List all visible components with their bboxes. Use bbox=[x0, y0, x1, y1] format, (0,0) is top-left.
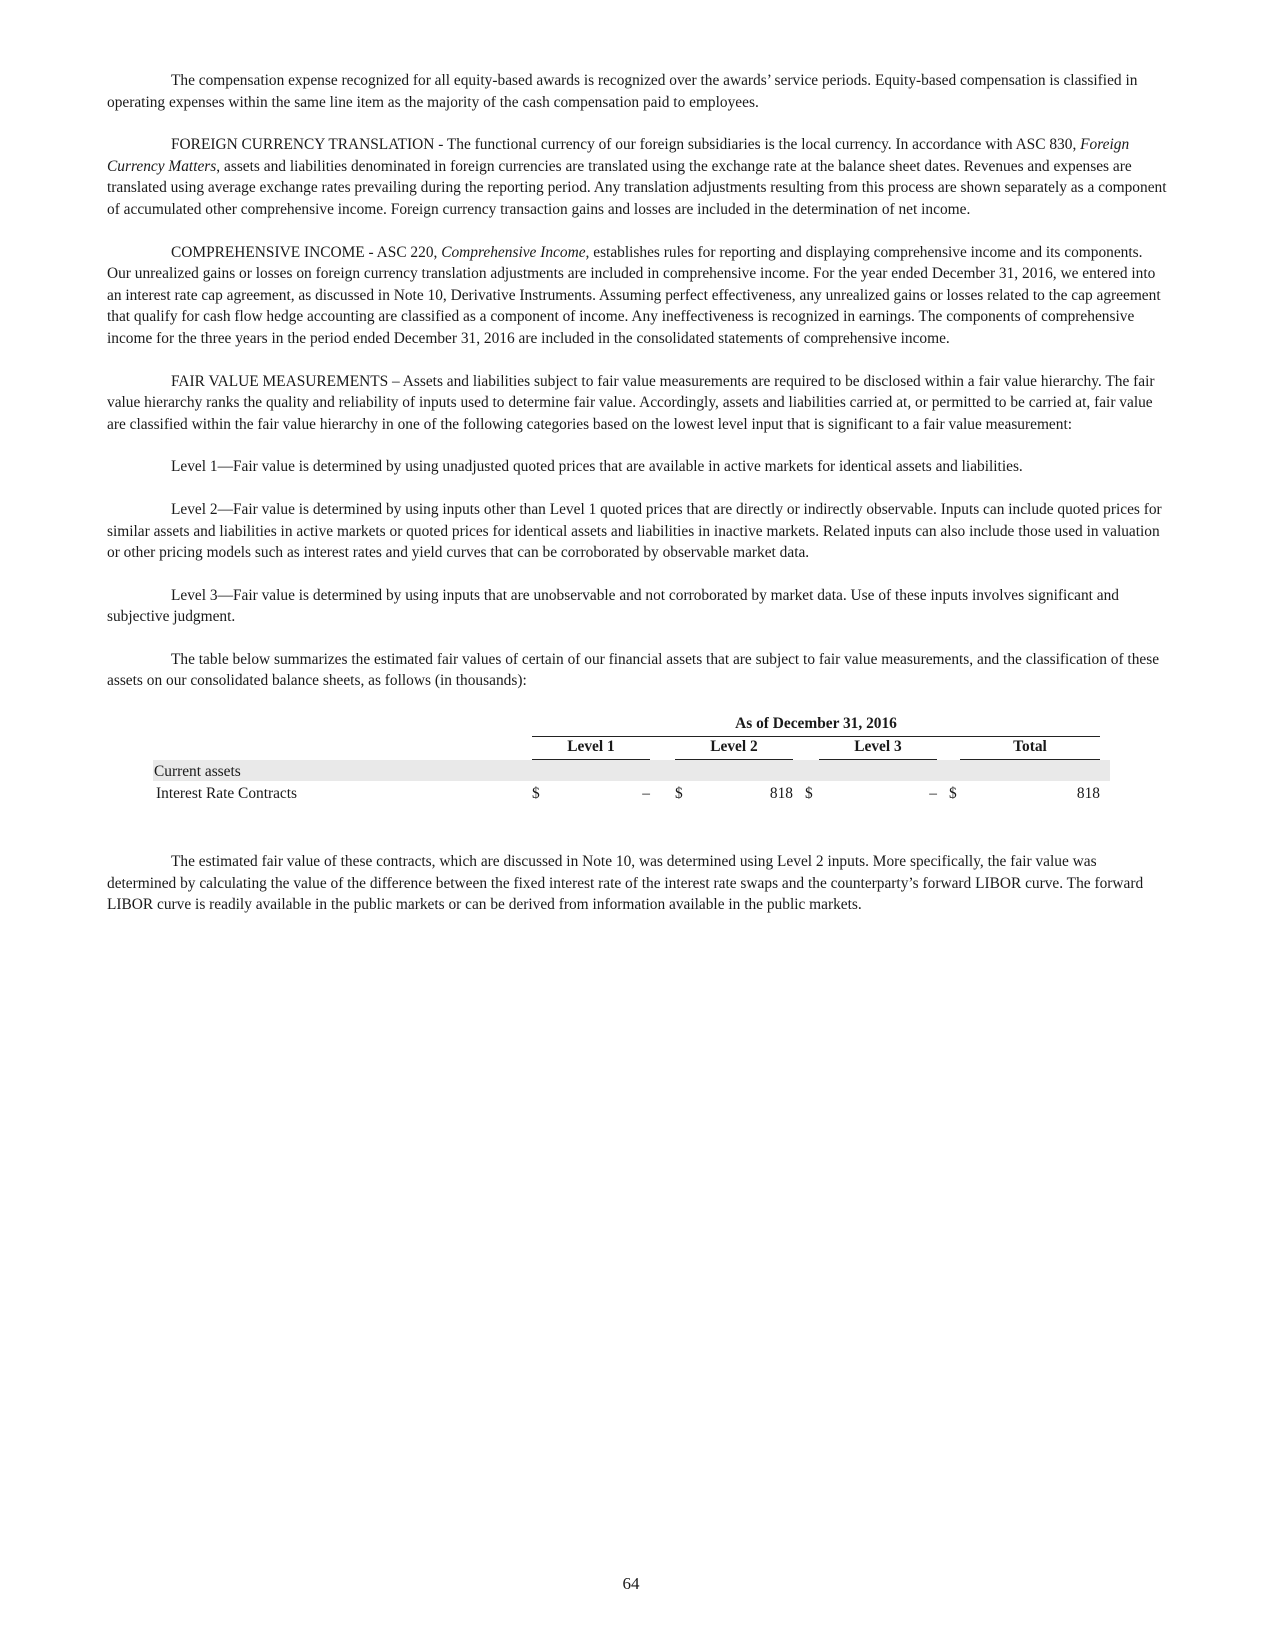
column-header-level-3: Level 3 bbox=[819, 736, 937, 760]
currency-symbol: $ bbox=[949, 785, 957, 803]
section-label-current-assets: Current assets bbox=[154, 763, 241, 781]
currency-symbol: $ bbox=[532, 785, 540, 803]
column-header-level-2: Level 2 bbox=[675, 736, 793, 760]
text-run: FOREIGN CURRENCY TRANSLATION - The functional currency of our foreign subsidiaries is the local currency. In accordance with ASC 830, bbox=[171, 136, 1081, 154]
text-run: , assets and liabilities denominated in foreign currencies are translated using the exchange rate at the balance sheet dates. Revenues and expenses are translated using average exchange rates prevailing during the reporting period. Any translation adjustments resulting from this process are shown separately as a component of accumulated other comprehensive income. Foreign currency transaction gains and losses are included in the determination of net income. bbox=[107, 157, 1167, 218]
cell-level-2: 818 bbox=[769, 785, 793, 803]
paragraph-table-intro: The table below summarizes the estimated fair values of certain of our financial assets that are subject to fair value measurements, and the classification of these assets on our consolidated balance sheets, as follows (in thousands): bbox=[107, 650, 1160, 690]
cell-level-1: – bbox=[642, 785, 650, 803]
text-run: establishes rules for reporting and displaying comprehensive income and its components. Our unrealized gains or losses on foreign currency translation adjustments are included in comprehensive income. For the year ended December 31, 2016, we entered into an interest rate cap agreement, as discussed in Note 10, Derivative Instruments. Assuming perfect effectiveness, any unrealized gains or losses related to the cap agreement that qualify for cash flow hedge accounting are classified as a component of income. Any ineffectiveness is recognized in earnings. The components of comprehensive income for the three years in the period ended December 31, 2016 are included in the consolidated statements of comprehensive income. bbox=[107, 243, 1161, 347]
fair-value-table bbox=[107, 713, 1167, 833]
row-label-interest-rate-contracts: Interest Rate Contracts bbox=[156, 785, 298, 803]
cell-level-3: – bbox=[929, 785, 937, 803]
paragraph-level-1: Level 1—Fair value is determined by using unadjusted quoted prices that are available in active markets for identical assets and liabilities. bbox=[171, 458, 1023, 476]
paragraph-level-2: Level 2—Fair value is determined by using inputs other than Level 1 quoted prices that are directly or indirectly observable. Inputs can include quoted prices for similar assets and liabilities in active markets or quoted prices for identical assets and liabilities in inactive markets. Related inputs can also include those used in valuation or other pricing models such as interest rates and yield curves that can be corroborated by observable market data. bbox=[107, 500, 1162, 562]
column-header-total: Total bbox=[960, 736, 1100, 760]
text-run: COMPREHENSIVE INCOME - ASC 220, bbox=[171, 243, 442, 261]
cell-total: 818 bbox=[1076, 785, 1100, 803]
document-page bbox=[107, 70, 1167, 937]
page-number: 64 bbox=[622, 1574, 640, 1593]
paragraph-level-3: Level 3—Fair value is determined by using inputs that are unobservable and not corroborated by market data. Use of these inputs involves significant and subjective judgment. bbox=[107, 586, 1119, 626]
table-span-header: As of December 31, 2016 bbox=[532, 713, 1100, 737]
paragraph-equity-compensation: The compensation expense recognized for all equity-based awards is recognized over the awards’ service periods. Equity-based compensation is classified in operating expenses within the same line item as the majority of the cash compensation paid to employees. bbox=[107, 72, 1138, 111]
italic-term: Comprehensive Income, bbox=[441, 243, 590, 261]
paragraph-estimated-fair-value: The estimated fair value of these contracts, which are discussed in Note 10, was determined using Level 2 inputs. More specifically, the fair value was determined by calculating the value of the difference between the fixed interest rate of the interest rate swaps and the counterparty’s forward LIBOR curve. The forward LIBOR curve is readily available in the public markets or can be derived from information available in the public markets. bbox=[107, 853, 1144, 914]
paragraph-comprehensive-income bbox=[107, 242, 1167, 350]
paragraph-fair-value: FAIR VALUE MEASUREMENTS – Assets and liabilities subject to fair value measurements are required to be disclosed within a fair value hierarchy. The fair value hierarchy ranks the quality and reliability of inputs used to determine fair value. Accordingly, assets and liabilities carried at, or permitted to be carried at, fair value are classified within the fair value hierarchy in one of the following categories based on the lowest level input that is significant to a fair value measurement: bbox=[107, 372, 1155, 433]
paragraph-foreign-currency bbox=[107, 134, 1167, 220]
table-row-shade bbox=[153, 760, 1110, 781]
currency-symbol: $ bbox=[675, 785, 683, 803]
column-header-level-1: Level 1 bbox=[532, 736, 650, 760]
currency-symbol: $ bbox=[805, 785, 813, 803]
italic-term: Foreign Currency Matters bbox=[107, 136, 1130, 175]
